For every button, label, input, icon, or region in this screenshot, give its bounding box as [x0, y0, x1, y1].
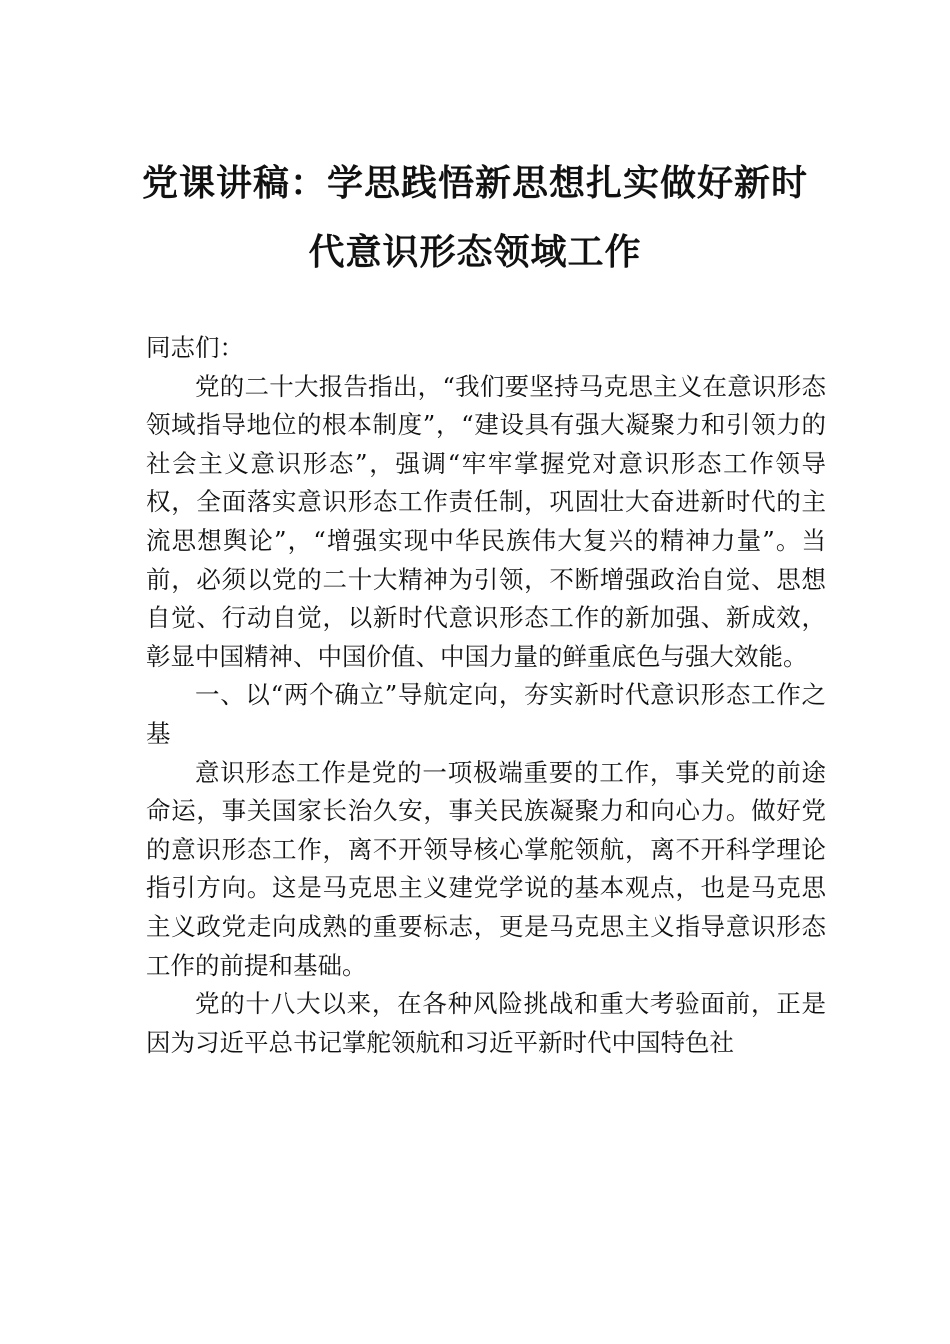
paragraph-section-1-cont: 党的十八大以来，在各种风险挑战和重大考验面前，正是因为习近平总书记掌舵领航和习近平新时代中国特色社	[146, 989, 826, 1057]
section-heading-1: 一、以“两个确立”导航定向，夯实新时代意识形态工作之基	[146, 680, 826, 748]
paragraph-intro: 党的二十大报告指出，“我们要坚持马克思主义在意识形态领域指导地位的根本制度”，“建设具有强大凝聚力和引领力的社会主义意识形态”，强调“牢牢掌握党对意识形态工作领导权，全面落实意识形态工作责任制，巩固壮大奋进新时代的主流思想舆论”，“增强实现中华民族伟大复兴的精神力量”。当前，必须以党的二十大精神为引领，不断增强政治自觉、思想自觉、行动自觉，以新时代意识形态工作的新加强、新成效，彰显中国精神、中国价值、中国力量的鲜重底色与强大效能。	[146, 371, 826, 671]
document-body	[146, 329, 826, 1062]
salutation: 同志们：	[146, 333, 244, 362]
document-title-line-1: 党课讲稿：学思践悟新思想扎实做好新时	[141, 162, 808, 204]
paragraph-section-1: 意识形态工作是党的一项极端重要的工作，事关党的前途命运，事关国家长治久安，事关民族凝聚力和向心力。做好党的意识形态工作，离不开领导核心掌舵领航，离不开科学理论指引方向。这是马克思主义建党学说的基本观点，也是马克思主义政党走向成熟的重要标志，更是马克思主义指导意识形态工作的前提和基础。	[146, 757, 826, 980]
document-title-line-2: 代意识形态领域工作	[308, 231, 642, 273]
